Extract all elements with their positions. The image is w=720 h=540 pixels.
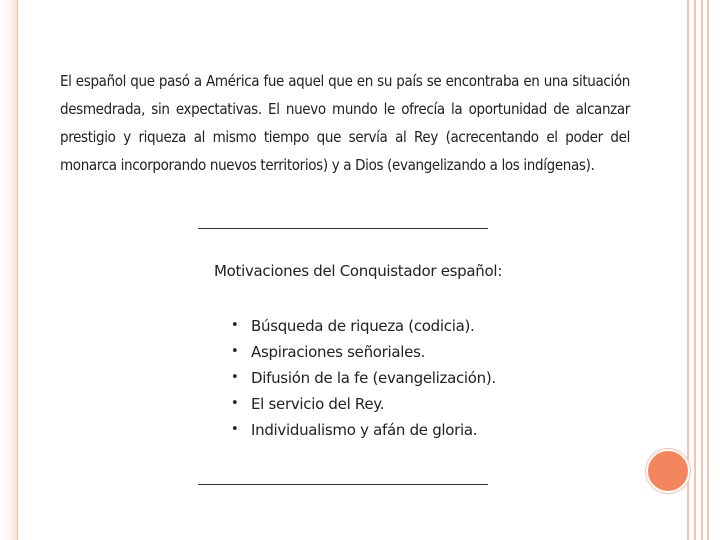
bullet-icon: • bbox=[231, 344, 239, 359]
list-item-text: Individualismo y afán de gloria. bbox=[251, 421, 478, 439]
list-item-text: Aspiraciones señoriales. bbox=[251, 343, 426, 361]
bullet-icon: • bbox=[231, 318, 239, 333]
list-item bbox=[230, 313, 496, 339]
list-item bbox=[230, 417, 496, 443]
bullet-icon: • bbox=[231, 370, 239, 385]
motivations-list bbox=[230, 313, 496, 443]
bullet-icon: • bbox=[231, 422, 239, 437]
accent-circle-decoration bbox=[646, 449, 690, 493]
intro-paragraph: El español que pasó a América fue aquel que en su país se encontraba en una situación desmedrada, sin expectativas. El nuevo mundo le ofrecía la oportunidad de alcanzar prestigio y riqueza al mismo tiempo que servía al Rey (acrecentando el poder del monarca incorporando nuevos territorios) y a Dios (evangelizando a los indígenas). bbox=[60, 72, 630, 174]
list-item-text: El servicio del Rey. bbox=[251, 395, 385, 413]
divider-top bbox=[198, 228, 488, 229]
bullet-icon: • bbox=[231, 396, 239, 411]
left-border-decoration bbox=[0, 0, 18, 540]
list-item-text: Difusión de la fe (evangelización). bbox=[251, 369, 496, 387]
list-item bbox=[230, 391, 496, 417]
list-item bbox=[230, 365, 496, 391]
list-item-text: Búsqueda de riqueza (codicia). bbox=[251, 317, 475, 335]
motivations-heading: Motivaciones del Conquistador español: bbox=[214, 262, 502, 280]
divider-bottom bbox=[198, 484, 488, 485]
list-item bbox=[230, 339, 496, 365]
right-stripes-decoration bbox=[683, 0, 720, 540]
